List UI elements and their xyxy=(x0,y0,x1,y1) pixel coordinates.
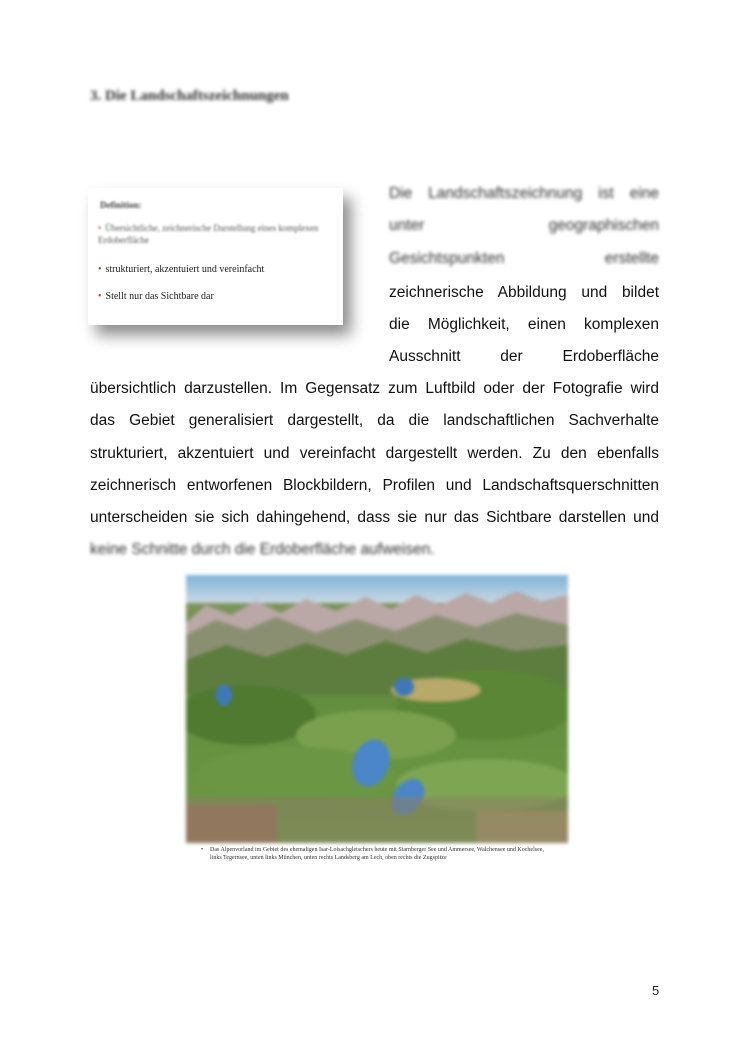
definition-item-text: strukturiert, akzentuiert und vereinfacht xyxy=(105,264,265,275)
paragraph-line: zeichnerisch entworfenen Blockbildern, Profilen und Landschaftsquerschnitten xyxy=(90,477,659,494)
paragraph-line: zeichnerische Abbildung und bildet xyxy=(389,284,659,301)
caption-text: Das Alpenvorland im Gebiet des ehemaligen Isar-Loisachgletschers heute mit Starnberger See und Ammersee, Walchensee und Kochelsee, links Tegernsee, unten links München, unten rechts Landsberg am Lech, oben rechts die Zugspitze xyxy=(210,847,544,861)
definition-item-text: Stellt nur das Sichtbare dar xyxy=(105,291,214,302)
paragraph-line: übersichtlich darzustellen. Im Gegensatz zum Luftbild oder der Fotografie wird xyxy=(90,380,659,397)
page-number: 5 xyxy=(652,983,660,998)
bullet-icon: • xyxy=(98,223,102,233)
figure-caption xyxy=(201,846,550,862)
paragraph-line: unter geographischen xyxy=(389,217,659,234)
paragraph-line: keine Schnitte durch die Erdoberfläche aufweisen. xyxy=(90,541,435,558)
paragraph-line: unterscheiden sie sich dahingehend, dass sie nur das Sichtbare darstellen und xyxy=(90,509,659,526)
paragraph-line: Ausschnitt der Erdoberfläche xyxy=(389,348,659,365)
definition-title: Definition: xyxy=(100,200,142,210)
paragraph-line: strukturiert, akzentuiert und vereinfacht dargestellt werden. Zu den ebenfalls xyxy=(90,445,659,462)
bullet-icon: • xyxy=(98,291,102,302)
definition-item xyxy=(98,264,264,275)
definition-item xyxy=(98,291,214,302)
paragraph-line: das Gebiet generalisiert dargestellt, da die landschaftlichen Sachverhalte xyxy=(90,412,659,429)
paragraph-line: die Möglichkeit, einen komplexen xyxy=(389,316,659,333)
definition-item-text: Übersichtliche, zeichnerische Darstellung eines komplexen Erdoberfläche xyxy=(98,223,319,245)
section-heading: 3. Die Landschaftszeichnungen xyxy=(90,88,289,104)
landscape-illustration xyxy=(186,575,568,843)
paragraph-line: Die Landschaftszeichnung ist eine xyxy=(389,185,659,202)
definition-box xyxy=(88,188,343,325)
paragraph-line: Gesichtspunkten erstellte xyxy=(389,250,659,267)
bullet-icon: • xyxy=(98,264,102,275)
definition-item xyxy=(98,222,333,246)
bullet-icon: • xyxy=(201,847,204,853)
